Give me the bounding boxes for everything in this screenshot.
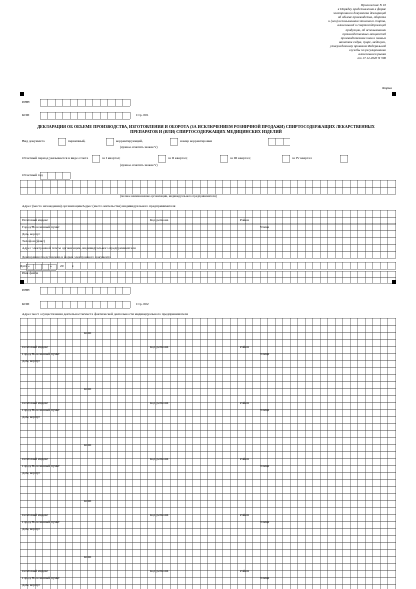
appendix-line: Приложение N 10 bbox=[360, 3, 386, 7]
appendix-line: утвержденному приказом Федеральной bbox=[330, 43, 386, 48]
field-label: Адрес (место нахождения) организации/Адрес (место жительства) индивидуального предпринимателя bbox=[22, 204, 176, 208]
field-label: за II квартал; bbox=[168, 156, 188, 160]
field-label: Имя файла bbox=[22, 271, 39, 275]
field-label: Код региона bbox=[150, 513, 169, 517]
field-label: Город/Населенный пункт bbox=[22, 352, 60, 356]
page-number: Стр. 002 bbox=[136, 302, 149, 306]
field-label: Район bbox=[240, 569, 249, 573]
field-label: первичный, bbox=[68, 139, 86, 143]
kpp-label: КПП bbox=[22, 113, 30, 117]
registration-mark bbox=[20, 280, 24, 284]
appendix-line: к Порядку представления в форме bbox=[337, 7, 386, 12]
appendix-line: производственных мощностей bbox=[342, 31, 386, 36]
field-label: Район bbox=[240, 457, 249, 461]
field-label: Код региона bbox=[150, 401, 169, 405]
field-label: Дом, корпус bbox=[22, 415, 41, 419]
field-label: Дом, корпус bbox=[22, 232, 41, 236]
field-label: Город/Населенный пункт bbox=[22, 225, 60, 229]
field-label: Дом, корпус bbox=[22, 471, 41, 475]
field-label: Улица bbox=[260, 520, 270, 524]
page-number: Стр. 001 bbox=[136, 113, 149, 117]
field-label: Район bbox=[240, 401, 249, 405]
field-label: КПП bbox=[84, 331, 92, 335]
field-label: Почтовый индекс bbox=[22, 457, 49, 461]
hint-text: (нужное отметить знаком V) bbox=[120, 163, 158, 167]
hint-text: (нужное отметить знаком V) bbox=[120, 145, 158, 149]
field-label: Телефон (факс) bbox=[22, 239, 45, 243]
field-label: Дом, корпус bbox=[22, 359, 41, 363]
title-line-1: ДЕКЛАРАЦИЯ ОБ ОБЪЕМЕ ПРОИЗВОДСТВА, ИЗГОТОВЛЕНИЯ И ОБОРОТА (ЗА ИСКЛЮЧЕНИЕМ РОЗНИЧНОЙ ПРОДАЖИ) СПИРТОСОДЕРЖАЩИХ ЛЕКАРСТВЕННЫХ bbox=[37, 124, 375, 129]
declaration-title bbox=[36, 124, 376, 134]
field-label: за III квартал; bbox=[230, 156, 251, 160]
kpp-label: КПП bbox=[22, 302, 30, 306]
field-label: г. bbox=[72, 264, 74, 268]
field-label: Город/Населенный пункт bbox=[22, 408, 60, 412]
field-label: Город/Населенный пункт bbox=[22, 520, 60, 524]
field-label: Почтовый индекс bbox=[22, 569, 49, 573]
registration-mark bbox=[20, 92, 24, 96]
field-label: 20 bbox=[60, 264, 64, 268]
appendix-line: электронного документа деклараций bbox=[333, 11, 386, 16]
field-label: Дом, корпус bbox=[22, 583, 41, 587]
field-label: Улица bbox=[260, 352, 270, 356]
field-label: Почтовый индекс bbox=[22, 218, 49, 222]
registration-mark bbox=[392, 92, 396, 96]
field-label: Код региона bbox=[150, 457, 169, 461]
field-label: Улица bbox=[260, 408, 270, 412]
field-label: Адрес мест осуществления деятельности/места фактической деятельности индивидуального предпринимателя bbox=[22, 312, 188, 316]
hint-text: (полное наименование организации, индивидуального предпринимателя) bbox=[120, 194, 217, 198]
appendix-line: об объеме производства, оборота bbox=[337, 15, 386, 20]
appendix-line: от 17.12.2020 N 396 bbox=[357, 56, 386, 61]
inn-label: ИНН bbox=[22, 288, 30, 292]
field-label: Почтовый индекс bbox=[22, 401, 49, 405]
field-label: Город/Населенный пункт bbox=[22, 576, 60, 580]
field-label: номер корректировки bbox=[180, 139, 213, 143]
field-label: Район bbox=[240, 218, 249, 222]
field-label: КПП bbox=[84, 387, 92, 391]
field-label: Улица bbox=[260, 225, 270, 229]
field-label: Отчетный период указывается в виде отчета bbox=[22, 156, 89, 160]
field-label: Адрес электронной почты организации, индивидуального предпринимателя bbox=[22, 246, 136, 250]
field-label: КПП bbox=[84, 555, 92, 559]
field-label: » bbox=[50, 264, 52, 268]
appendix-line: напитков сидра, пуаре, медовухи, bbox=[338, 39, 386, 44]
field-label: Улица bbox=[260, 576, 270, 580]
field-label: Декларация представлена в форме электронного документа bbox=[22, 255, 111, 259]
field-label: Почтовый индекс bbox=[22, 513, 49, 517]
field-label: Город/Населенный пункт bbox=[22, 464, 60, 468]
appendix-line: производителями пива и пивных bbox=[340, 35, 386, 40]
field-label: корректирующий, bbox=[116, 139, 143, 143]
field-label: Код региона bbox=[150, 569, 169, 573]
inn-label: ИНН bbox=[22, 100, 30, 104]
field-label: Код региона bbox=[150, 345, 169, 349]
appendix-line: алкогольного рынка bbox=[358, 52, 386, 57]
field-label: за IV квартал bbox=[292, 156, 312, 160]
field-label: КПП bbox=[84, 499, 92, 503]
doc-type-label: Вид документа bbox=[22, 139, 45, 143]
field-label: КПП bbox=[84, 443, 92, 447]
field-label: Дата « bbox=[20, 264, 30, 268]
field-label: Район bbox=[240, 345, 249, 349]
title-line-2: ПРЕПАРАТОВ И (ИЛИ) СПИРТОСОДЕРЖАЩИХ МЕДИЦИНСКИХ ИЗДЕЛИЙ bbox=[130, 129, 282, 135]
registration-mark bbox=[392, 280, 396, 284]
field-label: Код региона bbox=[150, 218, 169, 222]
field-label: Район bbox=[240, 513, 249, 517]
appendix-line: службы по регулированию bbox=[349, 48, 386, 53]
field-label: Дом, корпус bbox=[22, 527, 41, 531]
field-label: Улица bbox=[260, 464, 270, 468]
report-year-label: Отчетный год bbox=[22, 173, 43, 177]
form-label: Форма bbox=[381, 86, 392, 90]
appendix-line: и (или) использования этилового спирта, bbox=[328, 19, 386, 24]
field-label: Почтовый индекс bbox=[22, 345, 49, 349]
appendix-line: продукции, об использовании bbox=[345, 27, 386, 32]
field-label: за I квартал; bbox=[102, 156, 121, 160]
appendix-line: алкогольной и спиртосодержащей bbox=[337, 23, 386, 28]
